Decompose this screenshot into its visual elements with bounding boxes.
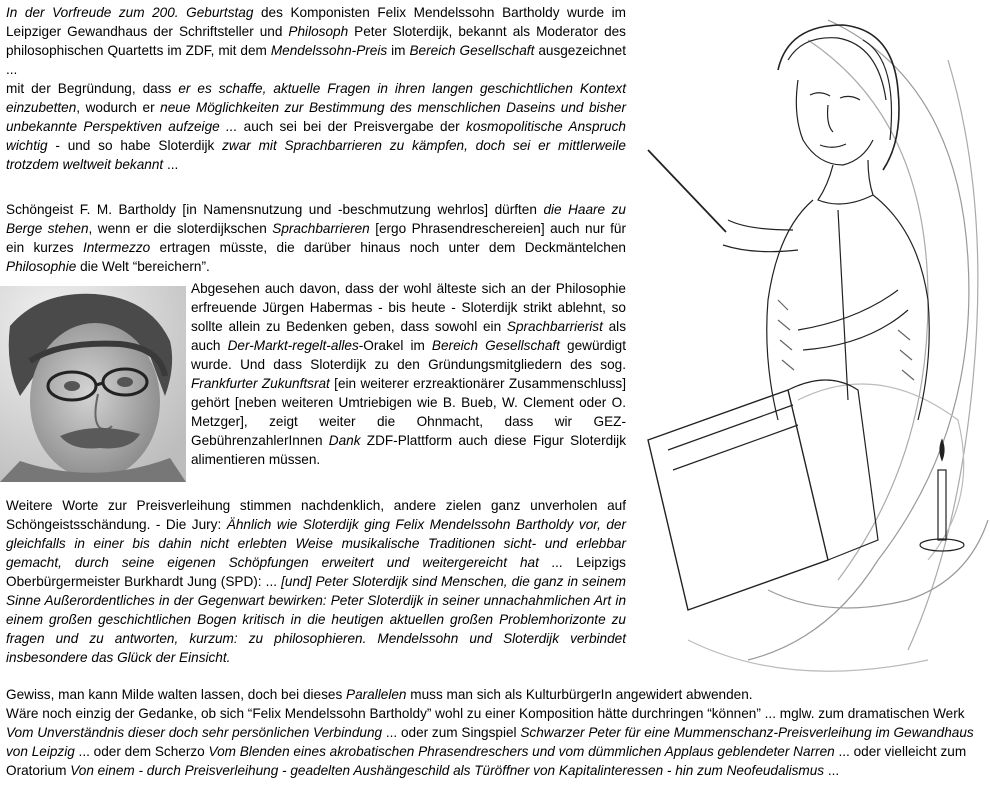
jury-paragraph: Weitere Worte zur Preisverleihung stimmen nachdenklich, andere zielen ganz unverholen auf Schöngeistsschändung. - Die Jury: Ähnlich wie Sloterdijk ging Felix Mendelssohn Bartholdy vor, der gleichfalls in einer bis dahin nicht erlebten Weise musikalische Traditionen sicht- und erlebbar gemacht, durch seine eigenen Schöpfungen erweitert und weitergereicht hat ... Leipzigs Oberbürgermeister Burkhardt Jung (SPD): ... [und] Peter Sloterdijk sind Menschen, die ganz in seinem Sinne Außerordentliches in der Gegenwart bewirken: Peter Sloterdijk in seiner unnachahmlichen Art in einem großen geschichtlichen Bogen kritisch in die heutigen aktuellen großen Problemhorizonte zu fragen und zu antworten, kurzum: zu philosophieren. Mendelssohn und Sloterdijk verbindet insbesondere das Glück der Einsicht. (6, 498, 626, 665)
bartholdy-paragraph: Schöngeist F. M. Bartholdy [in Namensnutzung und -beschmutzung wehrlos] dürften die Haare zu Berge stehen, wenn er die sloterdijkschen Sprachbarrieren [ergo Phrasendreschereien] auch nur für ein kurzes Intermezzo ertragen müsste, die darüber hinaus noch unter dem Deckmäntelchen Philosophie die Welt “bereichern”. (6, 202, 626, 274)
conductor-sketch (628, 0, 990, 690)
closing-paragraph: Gewiss, man kann Milde walten lassen, doch bei dieses Parallelen muss man sich als KulturbürgerIn angewidert abwenden. Wäre noch einzig der Gedanke, ob sich “Felix Mendelssohn Bartholdy” wohl zu einer Komposition hätte durchringen “können” ... mglw. zum dramatischen Werk Vom Unverständnis dieser doch sehr persönlichen Verbindung ... oder zum Singspiel Schwarzer Peter für eine Mummenschanz-Preisverleihung im Gewandhaus von Leipzig ... oder dem Scherzo Vom Blenden eines akrobatischen Phrasendreschers und vom dümmlichen Applaus geblendeter Narren ... oder vielleicht zum Oratorium Von einem - durch Preisverleihung - geadelten Aushängeschild als Türöffner von Kapitalinteressen - hin zum Neofeudalismus ... (6, 687, 974, 778)
portrait-photo (0, 286, 186, 482)
habermas-paragraph: Abgesehen auch davon, dass der wohl älteste sich an der Philosophie erfreuende Jürgen Habermas - bis heute - Sloterdijk strikt ablehnt, so sollte allein zu Bedenken geben, dass sowohl ein Sprachbarrierist als auch Der-Markt-regelt-alles-Orakel im Bereich Gesellschaft gewürdigt wurde. Und dass Sloterdijk zu den Gründungsmitgliedern des sog. Frankfurter Zukunftsrat [ein weiterer erzreaktionärer Zusammenschluss] gehört [neben weiteren Umtriebigen wie B. Bueb, W. Clement oder O. Metzger], zeigt weiter die Ohnmacht, dass wir GEZ-GebührenzahlerInnen Dank ZDF-Plattform auch diese Figur Sloterdijk alimentieren müssen. (191, 281, 627, 467)
intro-paragraph: In der Vorfreude zum 200. Geburtstag des Komponisten Felix Mendelssohn Bartholdy wurde im Leipziger Gewandhaus der Schriftsteller und Philosoph Peter Sloterdijk, bekannt als Moderator des philosophischen Quartetts im ZDF, mit dem Mendelssohn-Preis im Bereich Gesellschaft ausgezeichnet ... mit der Begründung, dass er es schaffe, aktuelle Fragen in ihren langen geschichtlichen Kontext einzubetten, wodurch er neue Möglichkeiten zur Bestimmung des menschlichen Daseins und bisher unbekannte Perspektiven aufzeige ... auch sei bei der Preisvergabe der kosmopolitische Anspruch wichtig - und so habe Sloterdijk zwar mit Sprachbarrieren zu kämpfen, doch sei er mittlerweile trotzdem weltweit bekannt ... (6, 5, 627, 172)
